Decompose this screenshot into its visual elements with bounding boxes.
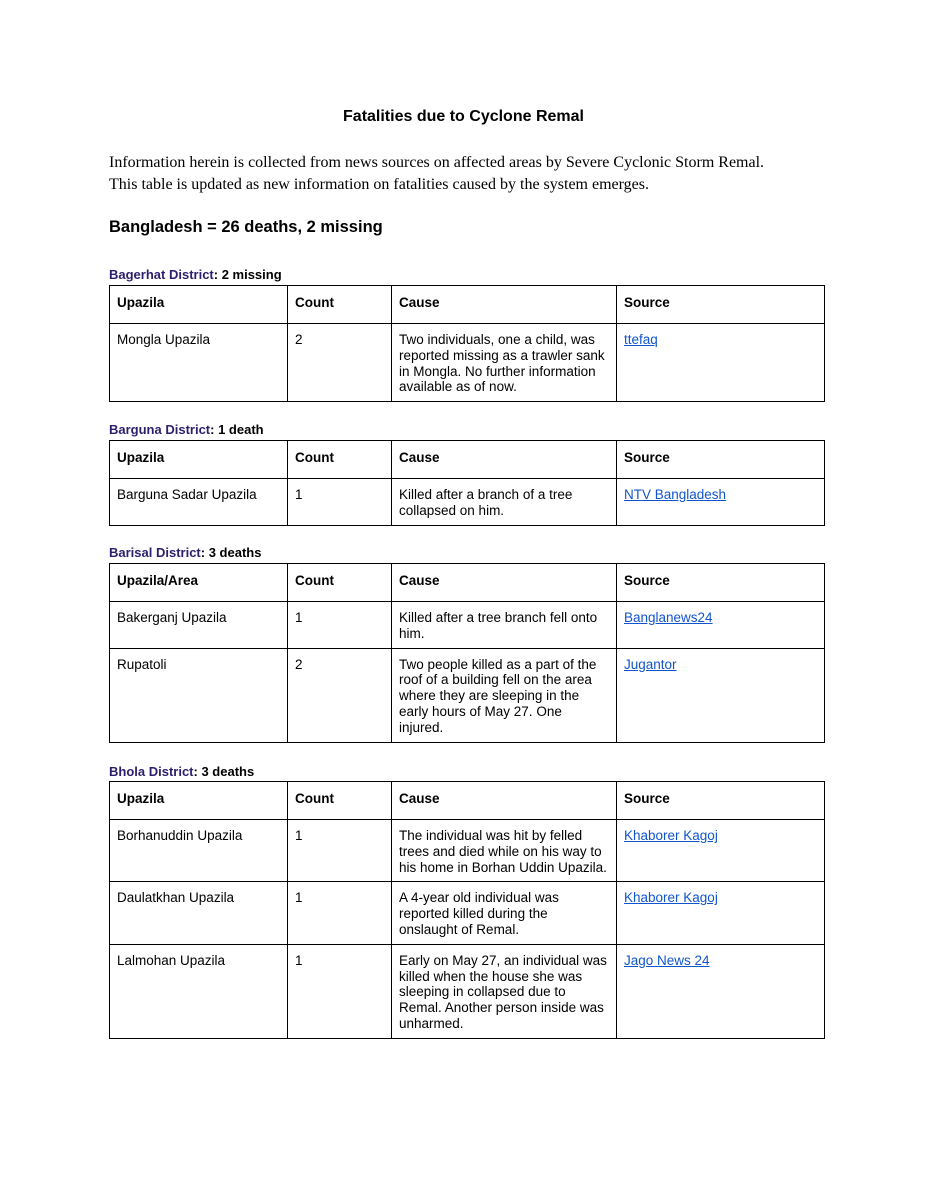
cell-count: 1 xyxy=(288,882,392,944)
cell-cause: Two people killed as a part of the roof of a building fell on the area where they are sleeping in the early hours of May 27. One injured. xyxy=(392,648,617,742)
intro-line: Information herein is collected from news sources on affected areas by Severe Cyclonic Storm Remal. xyxy=(109,154,765,171)
cell-count: 1 xyxy=(288,944,392,1038)
source-link[interactable]: ttefaq xyxy=(624,332,658,347)
table-header-row xyxy=(110,564,825,602)
cell-count: 1 xyxy=(288,820,392,882)
cell-source xyxy=(617,882,825,944)
cell-area: Borhanuddin Upazila xyxy=(110,820,288,882)
cell-source xyxy=(617,324,825,402)
source-link[interactable]: Jago News 24 xyxy=(624,952,710,968)
district-heading-barisal xyxy=(109,545,261,560)
table-header-row xyxy=(110,441,825,479)
table-row xyxy=(110,882,825,944)
table-row xyxy=(110,944,825,1038)
cell-area: Lalmohan Upazila xyxy=(110,944,288,1038)
source-link[interactable]: Khaborer Kagoj xyxy=(624,828,718,843)
column-header-source: Source xyxy=(617,564,825,602)
district-heading-bhola xyxy=(109,764,254,779)
fatalities-table-bhola xyxy=(109,781,825,1039)
column-header-upazila: Upazila xyxy=(110,286,288,324)
table-row xyxy=(110,820,825,882)
column-header-source: Source xyxy=(617,441,825,479)
district-name: Barguna District xyxy=(109,422,211,437)
column-header-count: Count xyxy=(288,782,392,820)
table-row xyxy=(110,648,825,742)
column-header-cause: Cause xyxy=(392,782,617,820)
district-summary: : 3 deaths xyxy=(200,545,262,560)
district-name: Bhola District xyxy=(109,764,194,779)
column-header-count: Count xyxy=(288,564,392,602)
intro-paragraph xyxy=(109,152,829,196)
cell-cause: The individual was hit by felled trees and died while on his way to his home in Borhan Uddin Upazila. xyxy=(392,820,617,882)
column-header-cause: Cause xyxy=(392,441,617,479)
table-row xyxy=(110,479,825,526)
district-name: Barisal District xyxy=(109,545,201,560)
fatalities-table-bagerhat xyxy=(109,285,825,402)
column-header-cause: Cause xyxy=(392,564,617,602)
column-header-source: Source xyxy=(617,782,825,820)
column-header-count: Count xyxy=(288,441,392,479)
cell-source xyxy=(617,944,825,1038)
cell-cause: Two individuals, one a child, was reported missing as a trawler sank in Mongla. No further information available as of now. xyxy=(392,324,617,402)
district-summary: : 2 missing xyxy=(213,267,282,282)
district-name: Bagerhat District xyxy=(109,267,214,282)
table-header-row xyxy=(110,286,825,324)
cell-area: Rupatoli xyxy=(110,648,288,742)
column-header-count: Count xyxy=(288,286,392,324)
district-heading-bagerhat xyxy=(109,267,282,282)
district-summary: : 3 deaths xyxy=(193,764,255,779)
country-heading: Bangladesh = 26 deaths, 2 missing xyxy=(109,218,383,236)
cell-area: Barguna Sadar Upazila xyxy=(110,479,288,526)
cell-cause: Early on May 27, an individual was killed when the house she was sleeping in collapsed due to Remal. Another person inside was unharmed. xyxy=(392,944,617,1038)
cell-source xyxy=(617,648,825,742)
column-header-upazila: Upazila xyxy=(110,782,288,820)
cell-cause: A 4-year old individual was reported killed during the onslaught of Remal. xyxy=(392,882,617,944)
district-heading-barguna xyxy=(109,422,264,437)
cell-count: 2 xyxy=(288,648,392,742)
cell-source xyxy=(617,602,825,649)
cell-count: 1 xyxy=(288,602,392,649)
cell-source xyxy=(617,820,825,882)
table-row xyxy=(110,324,825,402)
page-title: Fatalities due to Cyclone Remal xyxy=(343,108,584,125)
intro-line: This table is updated as new information on fatalities caused by the system emerges. xyxy=(109,176,650,193)
cell-source xyxy=(617,479,825,526)
table-row xyxy=(110,602,825,649)
cell-count: 2 xyxy=(288,324,392,402)
cell-cause: Killed after a tree branch fell onto him. xyxy=(392,602,617,649)
source-link[interactable]: Khaborer Kagoj xyxy=(624,890,718,906)
source-link[interactable]: Banglanews24 xyxy=(624,610,713,625)
column-header-upazila: Upazila xyxy=(110,441,288,479)
cell-count: 1 xyxy=(288,479,392,526)
cell-cause: Killed after a branch of a tree collapsed on him. xyxy=(392,479,617,526)
source-link[interactable]: Jugantor xyxy=(624,656,677,672)
cell-area: Mongla Upazila xyxy=(110,324,288,402)
source-link[interactable]: NTV Bangladesh xyxy=(624,487,727,502)
fatalities-table-barisal xyxy=(109,563,825,743)
district-summary: : 1 death xyxy=(210,422,264,437)
table-header-row xyxy=(110,782,825,820)
cell-area: Daulatkhan Upazila xyxy=(110,882,288,944)
cell-area: Bakerganj Upazila xyxy=(110,602,288,649)
column-header-cause: Cause xyxy=(392,286,617,324)
fatalities-table-barguna xyxy=(109,440,825,526)
column-header-upazila-area: Upazila/Area xyxy=(110,564,288,602)
column-header-source: Source xyxy=(617,286,825,324)
